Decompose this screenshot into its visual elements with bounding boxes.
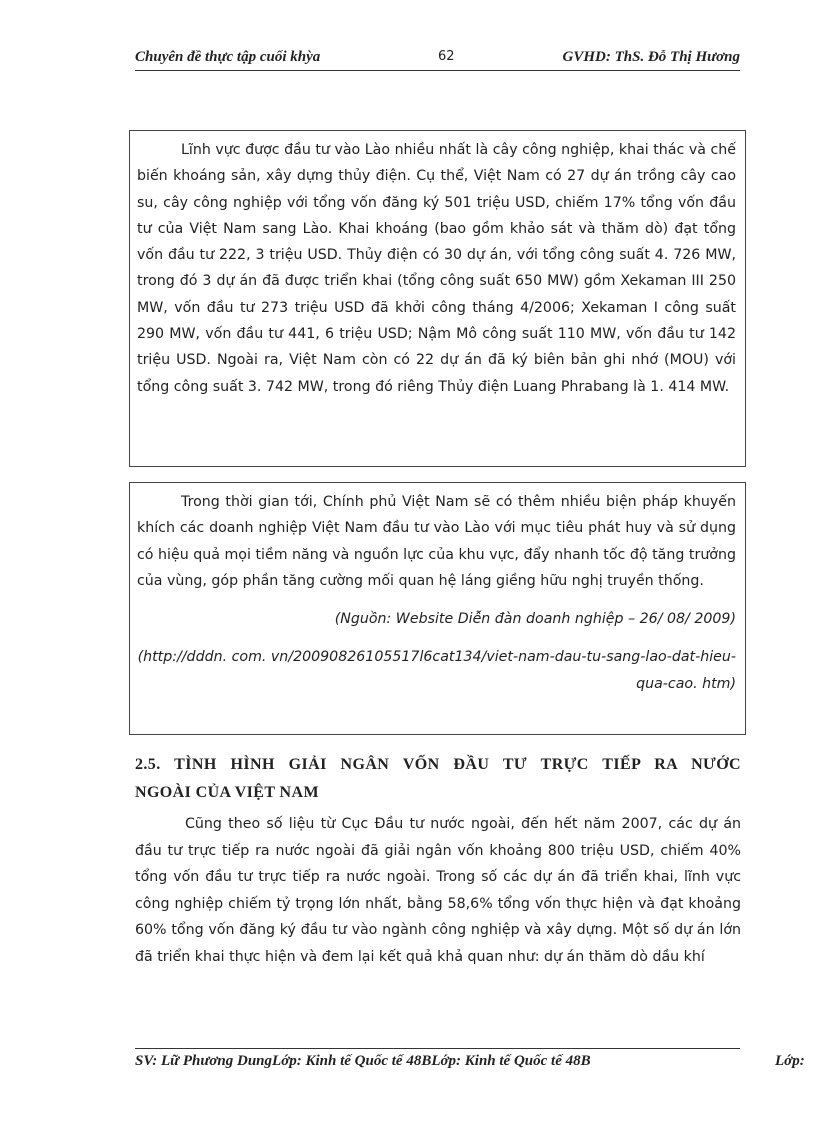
page-number: 62 [438,49,455,64]
quote-box-investment [129,130,746,467]
quote-box-outlook [129,482,746,735]
investment-paragraph: Lĩnh vực được đầu tư vào Lào nhiều nhất là cây công nghiệp, khai thác và chế biến khoáng sản, xây dựng thủy điện. Cụ thể, Việt Nam có 27 dự án trồng cây cao su, cây công nghiệp với tổng vốn đăng ký 501 triệu USD, chiếm 17% tổng vốn đầu tư của Việt Nam sang Lào. Khai khoáng (bao gồm khảo sát và thăm dò) đạt tổng vốn đầu tư 222, 3 triệu USD. Thủy điện có 30 dự án, với tổng công suất 4. 726 MW, trong đó 3 dự án đã được triển khai (tổng công suất 650 MW) gồm Xekaman III 250 MW, vốn đầu tư 273 triệu USD đã khởi công tháng 4/2006; Xekaman I công suất 290 MW, vốn đầu tư 441, 6 triệu USD; Nậm Mô công suất 110 MW, vốn đầu tư 142 triệu USD. Ngoài ra, Việt Nam còn có 22 dự án đã ký biên bản ghi nhớ (MOU) với tổng công suất 3. 742 MW, trong đó riêng Thủy điện Luang Phrabang là 1. 414 MW. [137,142,736,395]
section-body [135,811,741,970]
source-url: (http://dddn. com. vn/20090826105517l6cat134/viet-nam-dau-tu-sang-lao-dat-hieu-qua-cao. htm) [137,649,736,692]
outlook-paragraph: Trong thời gian tới, Chính phủ Việt Nam sẽ có thêm nhiều biện pháp khuyến khích các doanh nghiệp Việt Nam đầu tư vào Lào với mục tiêu phát huy và sử dụng có hiệu quả mọi tiềm năng và nguồn lực của khu vực, đẩy nhanh tốc độ tăng trưởng của vùng, góp phần tăng cường mối quan hệ láng giềng hữu nghị truyền thống. [137,494,736,589]
header-title: Chuyên đề thực tập cuối khỳa [135,49,321,65]
page-header [135,48,740,71]
header-advisor: GVHD: ThS. Đỗ Thị Hương [562,49,740,65]
section-heading-line2: NGOÀI CỦA VIỆT NAM [135,784,319,801]
footer-class: Lớp: [775,1053,805,1069]
section-heading [135,751,741,807]
disbursement-paragraph: Cũng theo số liệu từ Cục Đầu tư nước ngoài, đến hết năm 2007, các dự án đầu tư trực tiếp ra nước ngoài đã giải ngân vốn khoảng 800 triệu USD, chiếm 40% tổng vốn đầu tư trực tiếp ra nước ngoài. Trong số các dự án đã triển khai, lĩnh vực công nghiệp chiếm tỷ trọng lớn nhất, bằng 58,6% tổng vốn thực hiện và đạt khoảng 60% tổng vốn đăng ký đầu tư vào ngành công nghiệp và xây dựng. Một số dự án lớn đã triển khai thực hiện và đem lại kết quả khả quan như: dự án thăm dò dầu khí [135,816,741,965]
page-footer [135,1048,805,1069]
footer-student: SV: Lữ Phương DungLớp: Kinh tế Quốc tế 48BLớp: Kinh tế Quốc tế 48B [135,1053,591,1069]
source-citation: (Nguồn: Website Diễn đàn doanh nghiệp – 26/ 08/ 2009) [334,611,736,628]
section-heading-line1: 2.5. TÌNH HÌNH GIẢI NGÂN VỐN ĐẦU TƯ TRỰC TIẾP RA NƯỚC [135,756,741,773]
